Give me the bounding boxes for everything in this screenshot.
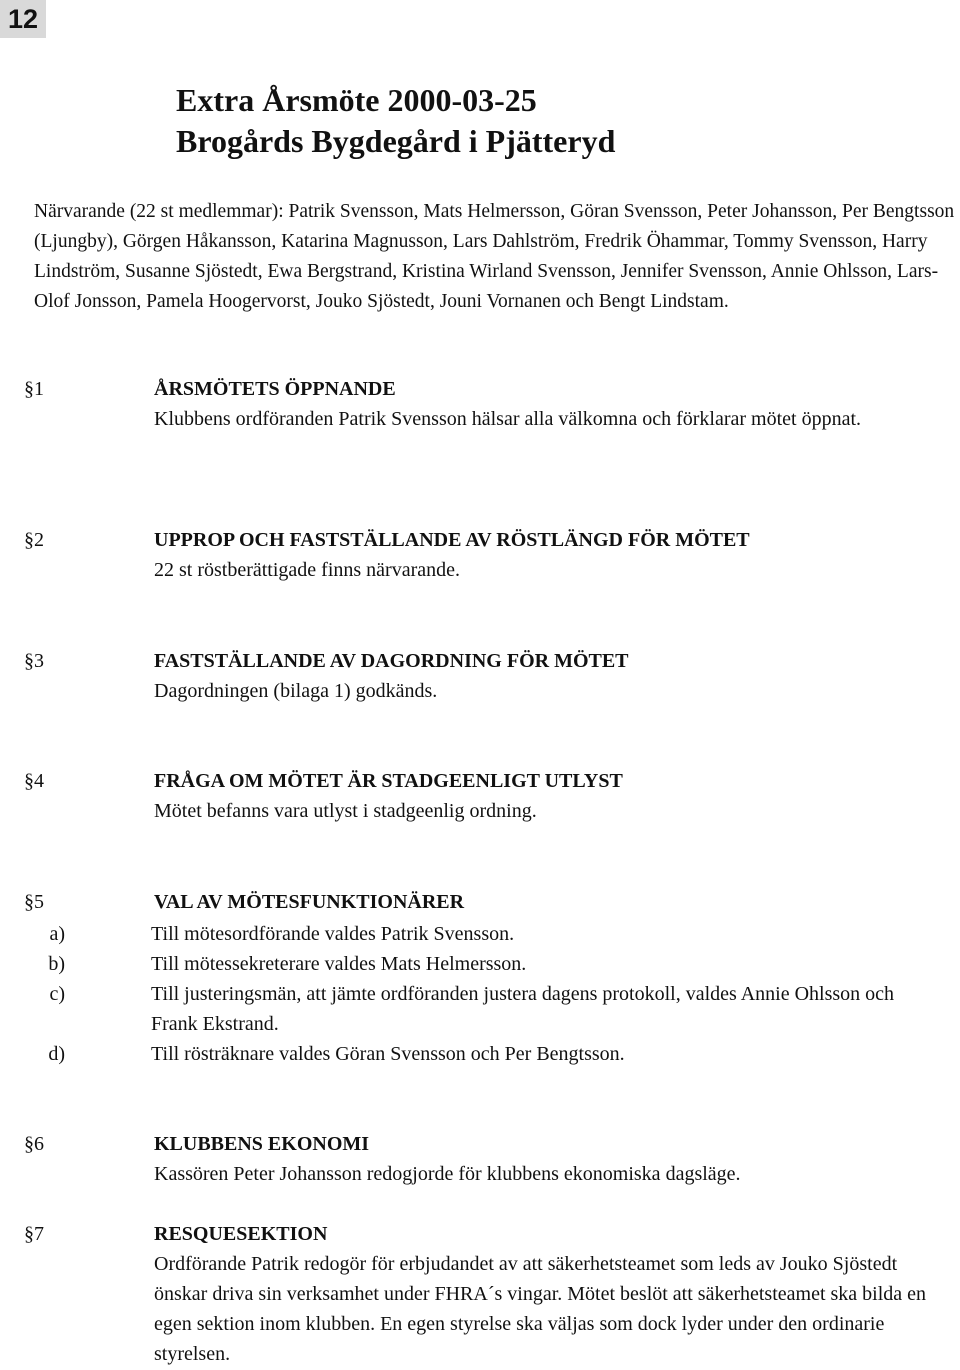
- page-number: 12: [0, 0, 46, 38]
- section-heading: RESQUESEKTION: [154, 1223, 328, 1245]
- attendees-paragraph: Närvarande (22 st medlemmar): Patrik Svensson, Mats Helmersson, Göran Svensson, Peter Johansson, Per Bengtsson (Ljungby), Görgen Håkansson, Katarina Magnusson, Lars Dahlström, Fredrik Öhammar, Tommy Svensson, Harry Lindström, Susanne Sjöstedt, Ewa Bergstrand, Kristina Wirland Svensson, Jennifer Svensson, Annie Ohlsson, Lars-Olof Jonsson, Pamela Hoogervorst, Jouko Sjöstedt, Jouni Vornanen och Bengt Lindstam.: [34, 201, 955, 312]
- list-item-letter: b): [48, 953, 65, 975]
- section-heading: KLUBBENS EKONOMI: [154, 1133, 370, 1155]
- section-heading: ÅRSMÖTETS ÖPPNANDE: [154, 378, 396, 400]
- section-number: §7: [24, 1223, 44, 1245]
- list-item-text: Till rösträknare valdes Göran Svensson och Per Bengtsson.: [151, 1043, 625, 1065]
- title-line-1: Extra Årsmöte 2000-03-25: [176, 82, 537, 118]
- title-line-2: Brogårds Bygdegård i Pjätteryd: [176, 123, 616, 159]
- section-number: §1: [24, 378, 44, 400]
- section-text: Klubbens ordföranden Patrik Svensson hälsar alla välkomna och förklarar mötet öppnat.: [154, 408, 862, 430]
- section-heading: VAL AV MÖTESFUNKTIONÄRER: [154, 891, 465, 913]
- list-item-text: Till mötesordförande valdes Patrik Svensson.: [151, 923, 515, 945]
- section-heading: FRÅGA OM MÖTET ÄR STADGEENLIGT UTLYST: [154, 770, 623, 792]
- section-text: Mötet befanns vara utlyst i stadgeenlig ordning.: [154, 800, 537, 822]
- section-text: Ordförande Patrik redogör för erbjudandet av att säkerhetsteamet som leds av Jouko Sjöstedt önskar driva sin verksamhet under FHRA´s vingar. Mötet beslöt att säkerhetsteamet ska bilda en egen sektion inom klubben. En egen styrelse ska väljas som dock lyder under den ordinarie styrelsen.: [154, 1253, 927, 1365]
- section-number: §3: [24, 650, 44, 672]
- list-item-letter: c): [49, 983, 65, 1005]
- section-text: 22 st röstberättigade finns närvarande.: [154, 559, 461, 581]
- section-number: §6: [24, 1133, 44, 1155]
- list-item-letter: d): [48, 1043, 65, 1065]
- section-text: Dagordningen (bilaga 1) godkänds.: [154, 680, 438, 702]
- section-heading: FASTSTÄLLANDE AV DAGORDNING FÖR MÖTET: [154, 650, 629, 672]
- list-item-text: Till mötessekreterare valdes Mats Helmersson.: [151, 953, 527, 975]
- section-number: §2: [24, 529, 44, 551]
- list-item-text: Till justeringsmän, att jämte ordföranden justera dagens protokoll, valdes Annie Ohlsson och Frank Ekstrand.: [151, 983, 895, 1035]
- document-title: [176, 80, 615, 162]
- section-number: §4: [24, 770, 44, 792]
- section-number: §5: [24, 891, 44, 913]
- section-heading: UPPROP OCH FASTSTÄLLANDE AV RÖSTLÄNGD FÖR MÖTET: [154, 529, 750, 551]
- section-text: Kassören Peter Johansson redogjorde för klubbens ekonomiska dagsläge.: [154, 1163, 741, 1185]
- list-item-letter: a): [49, 923, 65, 945]
